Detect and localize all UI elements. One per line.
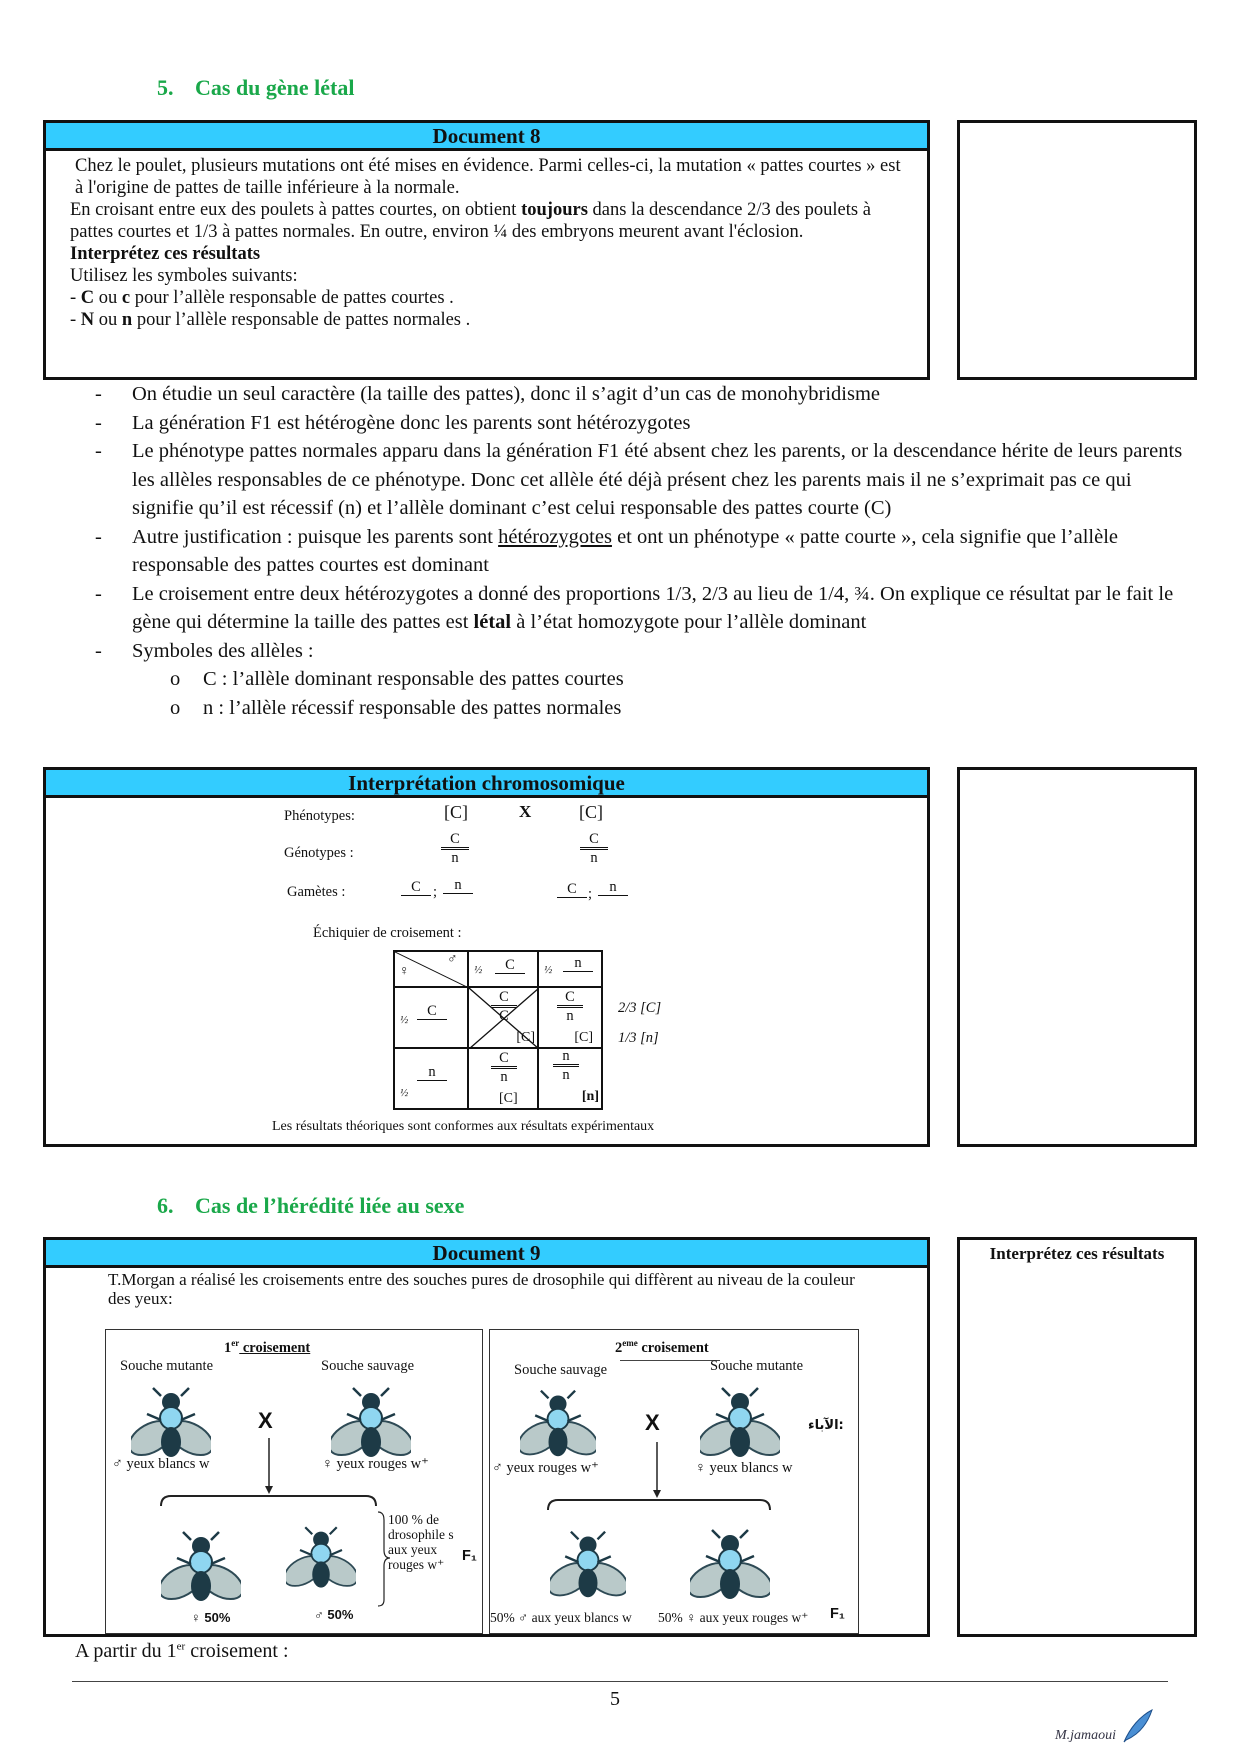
cross-symbol: X: [258, 1408, 273, 1433]
cross-1-male-percent: ♂ 50%: [314, 1607, 354, 1622]
female-icon: ♀: [399, 964, 410, 979]
phenotypes-label: Phénotypes:: [284, 808, 355, 824]
conclusion: Les résultats théoriques sont conformes aux résultats expérimentaux: [272, 1119, 655, 1134]
doc8-symbol-c: - C ou c pour l’allèle responsable de pattes courtes .: [70, 288, 454, 308]
cross-2-figure: [489, 1329, 859, 1634]
punnett-label: Échiquier de croisement :: [313, 925, 462, 941]
cross-1-female-phenotype: ♀ yeux rouges w⁺: [322, 1456, 429, 1472]
answer-item: - Le croisement entre deux hétérozygotes a donné des proportions 1/3, 2/3 au lieu de 1/4, ¾. On explique ce résultat par le fait le gène qui détermine la taille des pattes est létal à l’état homozygote pour l’allèle dominant: [95, 580, 1185, 637]
cross-2-female-phenotype: ♀ yeux blancs w: [695, 1460, 793, 1476]
phenotype-1: [C]: [444, 802, 468, 822]
side-answer-box-1[interactable]: [957, 120, 1197, 380]
punnett-square: [393, 950, 603, 1110]
document-8-box: [43, 120, 930, 380]
from-first-cross: A partir du 1er croisement :: [75, 1640, 289, 1662]
cross-symbol: X: [519, 802, 532, 821]
female-gamete-c: ½ C: [394, 987, 468, 1048]
cell-nc: C n [C]: [468, 1048, 538, 1109]
cross-1-title: 1er croisement: [224, 1338, 311, 1356]
parents-arabic-label: الآباء:: [808, 1418, 844, 1433]
footer-divider: [72, 1681, 1168, 1682]
cross-1-f1-result: 100 % de drosophile s aux yeux rouges w⁺: [388, 1512, 454, 1572]
answer-item: - Autre justification : puisque les parents sont hétérozygotes et ont un phénotype « patte courte », cela signifie que l’allèle responsable des pattes courtes est dominant: [95, 523, 1185, 580]
side-answer-box-2[interactable]: [957, 767, 1197, 1147]
section-6-heading: 6. Cas de l’hérédité liée au sexe: [157, 1193, 465, 1218]
fly-icon: [550, 1526, 626, 1602]
answer-list: [95, 380, 1185, 722]
ratio-normal: 1/3 [n]: [618, 1030, 659, 1046]
genotype-2: C n: [580, 832, 608, 865]
gamete-n: n: [443, 878, 473, 894]
ratio-short: 2/3 [C]: [618, 1000, 662, 1016]
fly-icon: [161, 1526, 241, 1606]
gamete-c: C: [557, 882, 587, 898]
document-8-title: Document 8: [46, 123, 927, 151]
separator: ;: [588, 886, 593, 902]
page-number: 5: [610, 1688, 620, 1710]
allele-item: o n : l’allèle récessif responsable des pattes normales: [95, 694, 1185, 723]
cross-1-male-phenotype: ♂ yeux blancs w: [112, 1456, 210, 1472]
answer-item: - On étudie un seul caractère (la taille des pattes), donc il s’agit d’un cas de monohybridisme: [95, 380, 1185, 409]
document-9-title: Document 9: [46, 1240, 927, 1268]
side-answer-box-3[interactable]: [957, 1237, 1197, 1637]
allele-item: o C : l’allèle dominant responsable des pattes courtes: [95, 665, 1185, 694]
gamete-n: n: [598, 880, 628, 896]
f1-label: F₁: [830, 1606, 845, 1622]
doc8-symbol-n: - N ou n pour l’allèle responsable de pattes normales .: [70, 310, 471, 330]
gametes-label: Gamètes :: [287, 884, 346, 900]
cell-nn: n n [n]: [538, 1048, 602, 1109]
doc8-paragraph-1: Chez le poulet, plusieurs mutations ont été mises en évidence. Parmi celles-ci, la mutation « pattes courtes » est à l'origine de pattes de taille inférieure à la normale.: [75, 156, 901, 198]
separator: ;: [433, 884, 438, 900]
fly-icon: [286, 1522, 356, 1592]
male-gamete-c: ½ C: [468, 951, 538, 987]
cross-2-female-result: 50% ♀ aux yeux rouges w⁺: [658, 1610, 809, 1625]
cross-1-figure: [105, 1329, 483, 1634]
cross-2-right-label: Souche mutante: [710, 1358, 804, 1374]
interpretation-title: Interprétation chromosomique: [46, 770, 927, 798]
male-icon: ♂: [447, 952, 458, 967]
cross-1-right-label: Souche sauvage: [321, 1358, 415, 1374]
female-gamete-n: ½ n: [394, 1048, 468, 1109]
phenotype-2: [C]: [579, 802, 603, 822]
genotypes-label: Génotypes :: [284, 845, 354, 861]
answer-item: - Le phénotype pattes normales apparu dans la génération F1 été absent chez les parents, or la descendance hérite de leurs parents les allèles responsables de ce phénotype. Donc cet allèle été déjà présent chez les parents mais il ne s’exprimait pas ce qui signifie qu’il est récessif (n) et l’allèle dominant c’est celui responsable des pattes courte (C): [95, 437, 1185, 523]
document-9-intro: T.Morgan a réalisé les croisements entre des souches pures de drosophile qui diffèrent au niveau de la couleur des yeux:: [108, 1270, 855, 1308]
genotype-1: C n: [441, 832, 469, 865]
answer-item: - Symboles des allèles :: [95, 637, 1185, 666]
fly-icon: [690, 1524, 770, 1604]
answer-item: - La génération F1 est hétérogène donc les parents sont hétérozygotes: [95, 409, 1185, 438]
cross-2-title: 2eme croisement: [615, 1338, 709, 1356]
gamete-c: C: [401, 880, 431, 896]
cross-2-left-label: Souche sauvage: [514, 1362, 608, 1378]
doc8-use-symbols: Utilisez les symboles suivants:: [70, 266, 298, 286]
f1-label: F₁: [462, 1548, 477, 1564]
cross-1-left-label: Souche mutante: [120, 1358, 214, 1374]
cell-cc-lethal: C C [C]: [468, 987, 538, 1048]
cross-symbol: X: [645, 1410, 660, 1435]
doc8-task: Interprétez ces résultats: [70, 244, 261, 264]
cross-2-male-result: 50% ♂ aux yeux blancs w: [490, 1610, 632, 1625]
side-task: Interprétez ces résultats: [989, 1244, 1165, 1263]
signature: M.jamaoui: [1055, 1708, 1154, 1744]
cell-cn: C n [C]: [538, 987, 602, 1048]
cross-1-female-percent: ♀ 50%: [191, 1610, 231, 1625]
corner-cell: [394, 951, 468, 987]
cross-2-arrows: [490, 1330, 860, 1635]
document-8-body: [46, 151, 927, 331]
section-5-heading: 5. Cas du gène létal: [157, 75, 355, 100]
male-gamete-n: ½ n: [538, 951, 602, 987]
cross-2-male-phenotype: ♂ yeux rouges w⁺: [492, 1460, 599, 1476]
doc8-paragraph-2: En croisant entre eux des poulets à pattes courtes, on obtient toujours dans la descendance 2/3 des poulets à pattes courtes et 1/3 à pattes normales. En outre, environ ¼ des embryons meurent avant l'éclosion.: [70, 200, 871, 242]
feather-icon: [1120, 1708, 1154, 1744]
